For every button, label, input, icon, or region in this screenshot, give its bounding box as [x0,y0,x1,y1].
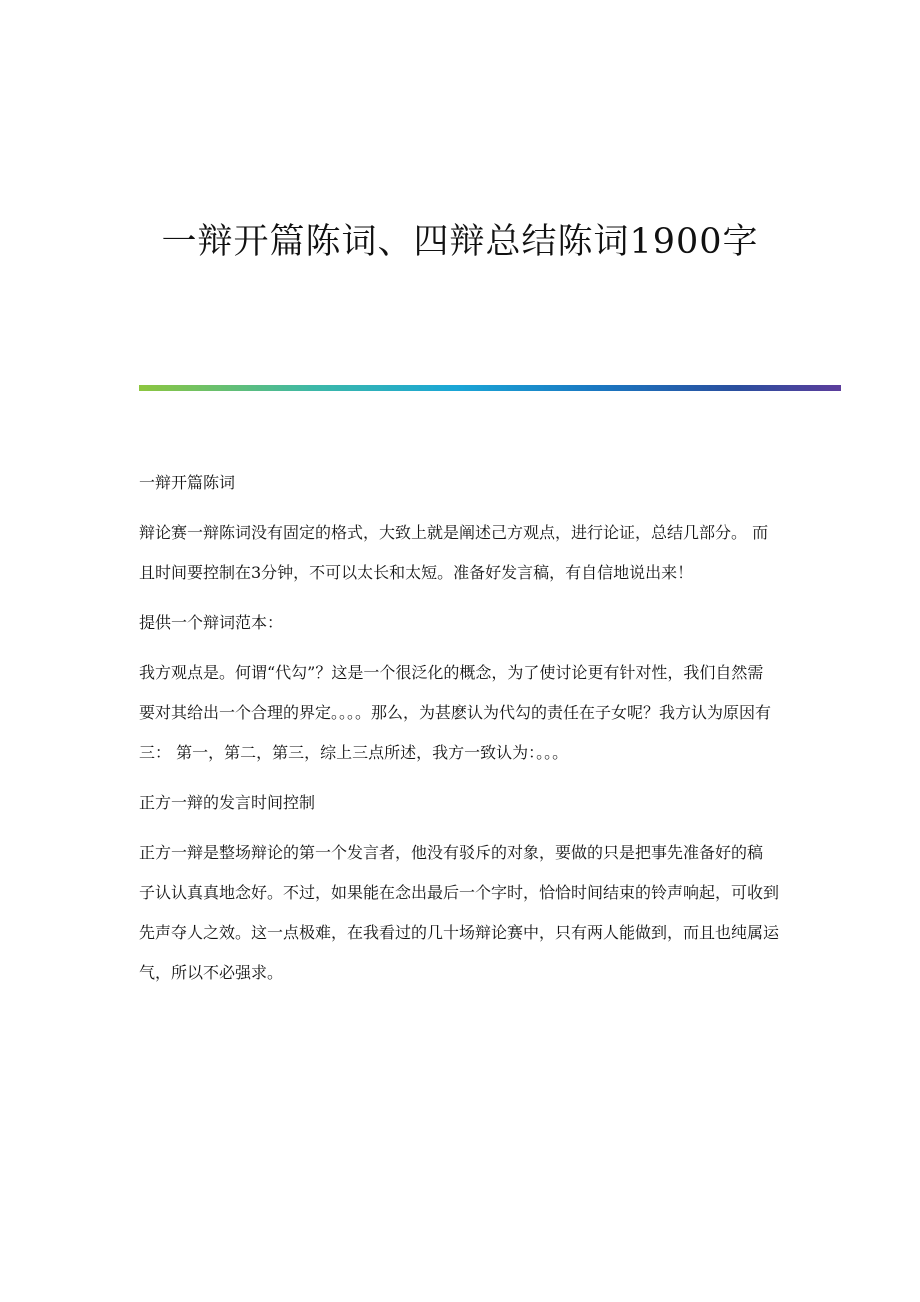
section-heading-time-control: 正方一辩的发言时间控制 [139,793,316,812]
document-title: 一辩开篇陈词、四辩总结陈词1900字 [161,222,759,262]
paragraph-opening-format: 辩论赛一辩陈词没有固定的格式，大致上就是阐述己方观点，进行论证，总结几部分。 而且时间要控制在3分钟，不可以太长和太短。准备好发言稿，有自信地说出来！ [139,523,769,582]
title-gradient-rule [139,385,841,391]
section-heading-opening-statement: 一辩开篇陈词 [139,473,236,492]
paragraph-sample-speech: 我方观点是。何谓“代勾”？这是一个很泛化的概念，为了使讨论更有针对性，我们自然需要对其给出一个合理的界定。。。。那么，为甚麽认为代勾的责任在子女呢？我方认为原因有三： 第一，第二，第三，综上三点所述，我方一致认为：。。。 [139,663,772,762]
paragraph-time-control: 正方一辩是整场辩论的第一个发言者，他没有驳斥的对象，要做的只是把事先准备好的稿 子认认真真地念好。不过，如果能在念出最后一个字时，恰恰时间结束的铃声响起，可收到先声夺人之效。这一点极难，在我看过的几十场辩论赛中，只有两人能做到，而且也纯属运气，所以不必强求。 [139,843,780,982]
document-body [139,463,779,1003]
section-heading-sample-speech: 提供一个辩词范本： [139,613,284,632]
